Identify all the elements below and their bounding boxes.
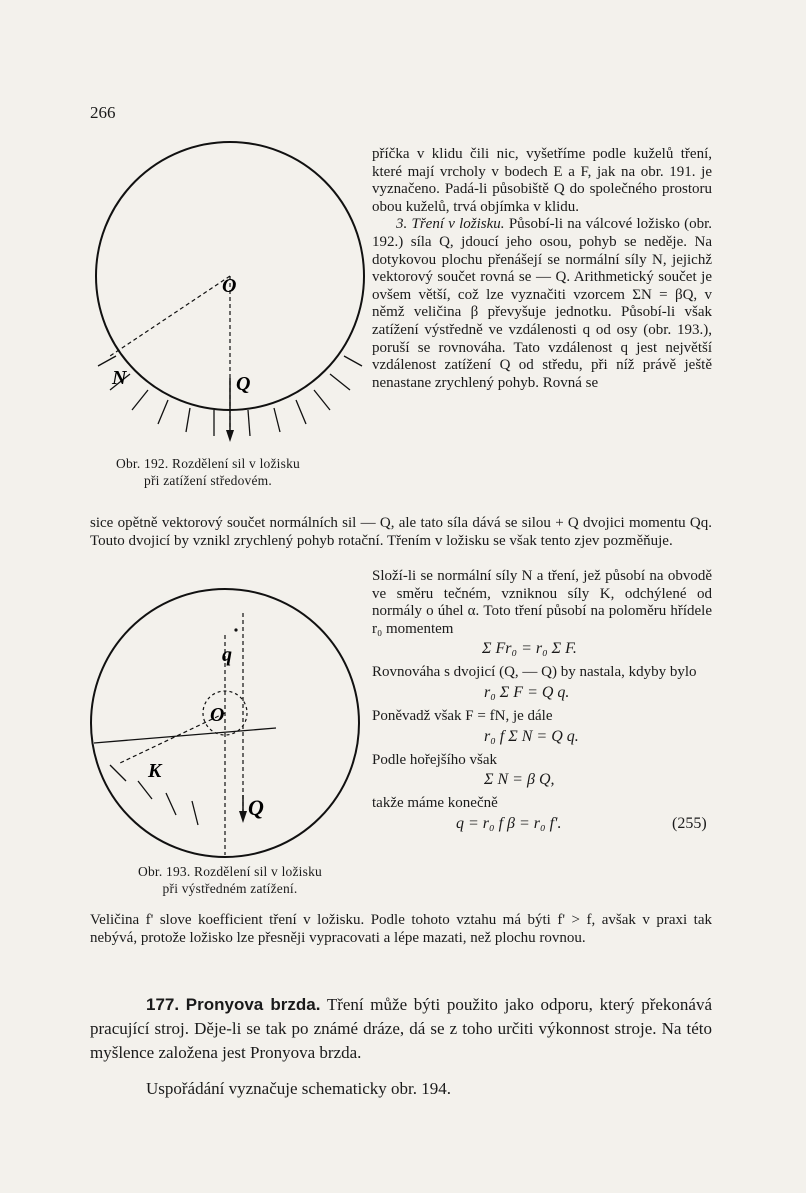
equation-3-row <box>372 726 712 752</box>
equation-5-number: (255) <box>672 814 707 832</box>
page-number: 266 <box>90 103 116 122</box>
fig192-caption-line2: při zatížení středovém. <box>144 473 272 488</box>
fig192-label-o: O <box>222 275 237 297</box>
fig193-caption-line2: při výstředném zatížení. <box>162 881 298 896</box>
equation-3: r₀ f Σ N = Q q. <box>484 727 579 745</box>
equation-4-row <box>372 769 712 795</box>
last-line: Uspořádání vyznačuje schematicky obr. 194. <box>146 1079 451 1098</box>
full-width-text-2: Veličina f' slove koefficient tření v ložisku. Podle tohoto vztahu má býti f' > f, avšak v praxi tak nebývá, protože ložisko lze přesněji vypracovati a lépe mazati, než plochu rovnou. <box>90 912 712 946</box>
fig193-label-k: K <box>148 760 162 782</box>
figure-193-caption <box>80 863 380 897</box>
balance-text: Rovnováha s dvojicí (Q, — Q) by nastala, kdyby bylo <box>372 664 697 681</box>
section-177-title: Pronyova brzda. <box>185 995 321 1014</box>
paragraph-continuation: příčka v klidu čili nic, vyšetříme podle kuželů tření, které mají vrcholy v bodech E a F, jak na obr. 191. je vyznačeno. Padá-li působiště Q do společného prostoru obou kuželů, trvá objímka v klidu. <box>372 146 712 215</box>
section-3-paragraph <box>372 216 712 392</box>
equation-4: Σ N = β Q, <box>484 771 555 789</box>
section-177-paragraph <box>90 993 712 1065</box>
equation-2-row <box>372 682 712 708</box>
section-177-number: 177. <box>146 995 180 1014</box>
since-text: Poněvadž však F = fN, je dále <box>372 707 553 724</box>
full-width-text-1: sice opětně vektorový součet normálních sil — Q, ale tato síla dává se silou + Q dvojici momentu Qq. Touto dvojicí by vznikl zrychlený pohyb rotační. Třením v ložisku se však tento zjev pozměňuje. <box>90 515 712 549</box>
section-3-text: Působí-li na válcové ložisko (obr. 192.) síla Q, jdoucí jeho osou, pohyb se neděje. Na dotykovou plochu přenášejí se normální síly N, jejichž vektorový součet rovná se — Q. Arithmetický součet je ovšem větší, což lze vyznačiti vzorcem ΣN = βQ, v němž veličina β převyšuje jednotku. Působí-li však zatížení výstředně ve vzdálenosti q od osy (obr. 193.), poruší se rovnováha. Tato vzdálenost q jest největší vzdálenost zatížení Q od středu, při níž právě ještě nenastane zrychlený pohyb. Rovná se <box>372 216 712 391</box>
section-177-text: Tření může býti použito jako odporu, který překonává pracující stroj. Děje-li se tak po známé dráze, dá se z toho určiti výkonnost stroje. Na této myšlence založena jest Pronyova brzda. <box>90 995 712 1062</box>
fig192-label-q: Q <box>236 373 251 395</box>
equation-5: q = r₀ f β = r₀ f'. <box>456 814 562 832</box>
friction-paragraph: Složí-li se normální síly N a tření, jež působí na obvodě ve směru tečném, vzniknou síly K, odchýlené od normály o úhel α. Toto tření působí na poloměru hřídele r₀ momentem <box>372 568 712 637</box>
figure-192 <box>80 128 380 458</box>
right-column-mid <box>372 568 712 839</box>
right-column-top <box>372 146 712 392</box>
equation-5-row <box>372 813 712 839</box>
section-3-title: 3. Tření v ložisku. <box>396 216 505 233</box>
section-177 <box>90 993 712 1101</box>
fig193-caption-line1: Obr. 193. Rozdělení sil v ložisku <box>138 864 322 879</box>
equation-2: r₀ Σ F = Q q. <box>484 683 570 701</box>
figure-192-caption <box>58 455 358 489</box>
equation-1-row <box>372 638 712 664</box>
fig193-label-q: Q <box>248 795 264 820</box>
finally-text: takže máme konečně <box>372 795 498 812</box>
figure-193 <box>80 585 380 865</box>
full-width-paragraph-1 <box>90 515 712 550</box>
fig193-label-o: O <box>210 704 225 726</box>
full-width-paragraph-2 <box>90 912 712 947</box>
fig192-caption-line1: Obr. 192. Rozdělení sil v ložisku <box>116 456 300 471</box>
fig193-label-q-small: q <box>222 644 232 666</box>
fig192-label-n: N <box>112 367 127 389</box>
equation-1: Σ Fr₀ = r₀ Σ F. <box>482 640 577 658</box>
above-text: Podle hořejšího však <box>372 751 497 768</box>
